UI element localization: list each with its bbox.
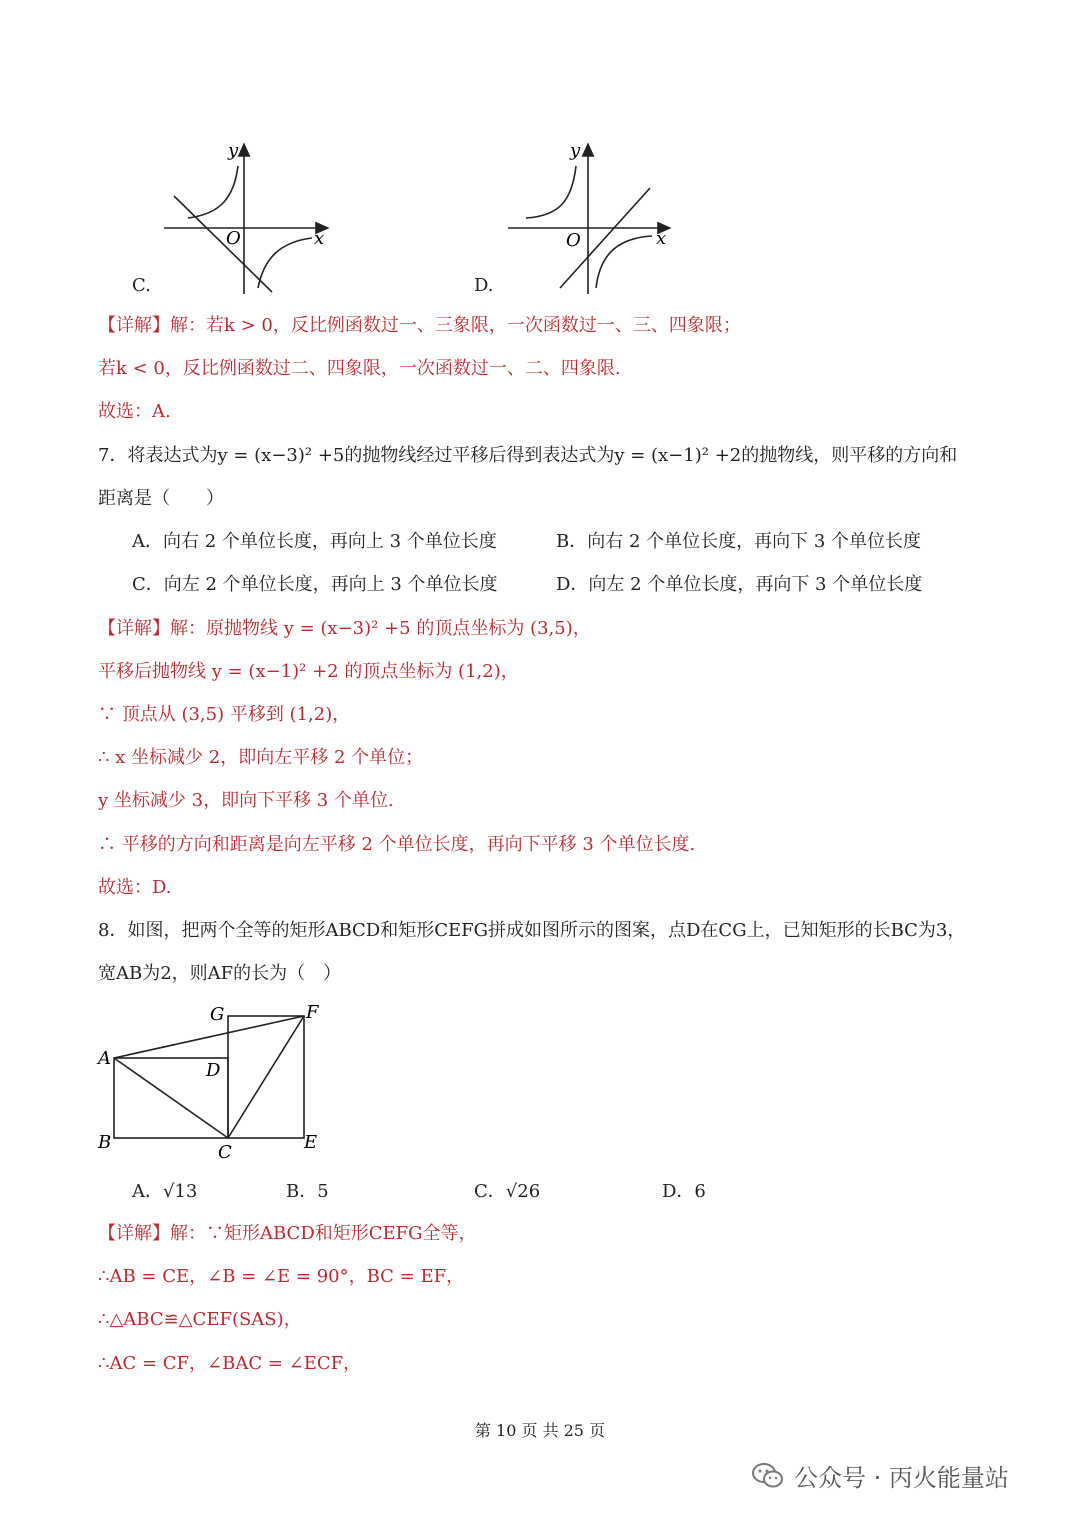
q8-figure-label-a: A <box>98 1048 111 1069</box>
q8-figure-label-b: B <box>98 1132 112 1153</box>
q8-option-c: C．√26 <box>474 1181 541 1202</box>
graph-c-label: C. <box>132 275 151 296</box>
q8-stem-line-1: 8．如图，把两个全等的矩形ABCD和矩形CEFG拼成如图所示的图案，点D在CG上，已知矩形的长BC为3， <box>98 920 966 941</box>
q8-figure-label-e: E <box>304 1132 318 1153</box>
graph-d-label: D. <box>474 275 494 296</box>
q7-stem-line-2: 距离是（ ） <box>98 488 224 509</box>
graph-d-origin-label: O <box>566 230 581 251</box>
q6-solution-line-2: 若k < 0，反比例函数过二、四象限，一次函数过一、二、四象限. <box>98 358 621 379</box>
graph-c-y-label: y <box>228 140 239 161</box>
q8-option-b: B．5 <box>286 1181 329 1202</box>
graph-d-x-label: x <box>656 228 667 249</box>
q8-solution-line-4: ∴AC = CF，∠BAC = ∠ECF， <box>98 1353 362 1374</box>
watermark <box>752 1458 1009 1493</box>
q7-option-b: B．向右 2 个单位长度，再向下 3 个单位长度 <box>556 531 922 552</box>
q8-option-a: A．√13 <box>132 1181 198 1202</box>
q8-figure-label-g: G <box>210 1004 225 1025</box>
q8-solution-line-1: 【详解】解：∵矩形ABCD和矩形CEFG全等， <box>98 1223 477 1244</box>
q6-solution-answer: 故选：A. <box>98 401 171 422</box>
q8-option-d: D．6 <box>662 1181 706 1202</box>
q7-solution-line-3: ∵ 顶点从 (3,5) 平移到 (1,2)， <box>98 704 351 725</box>
q7-solution-line-5: y 坐标减少 3，即向下平移 3 个单位. <box>98 790 394 811</box>
q7-option-a: A．向右 2 个单位长度，再向上 3 个单位长度 <box>132 531 497 552</box>
page-footer: 第 10 页 共 25 页 <box>474 1421 606 1440</box>
graph-c <box>160 138 340 298</box>
graph-c-origin-label: O <box>226 228 241 249</box>
q7-solution-line-1: 【详解】解：原抛物线 y = (x−3)² +5 的顶点坐标为 (3,5)， <box>98 618 591 639</box>
q8-solution-line-2: ∴AB = CE，∠B = ∠E = 90°，BC = EF， <box>98 1266 465 1287</box>
q8-stem-line-2: 宽AB为2，则AF的长为（ ） <box>98 963 342 984</box>
q7-solution-answer: 故选：D. <box>98 877 172 898</box>
q7-stem-line-1: 7．将表达式为y = (x−3)² +5的抛物线经过平移后得到表达式为y = (x−1)² +2的抛物线，则平移的方向和 <box>98 445 958 466</box>
q8-figure-label-f: F <box>306 1002 319 1023</box>
q7-solution-line-6: ∴ 平移的方向和距离是向左平移 2 个单位长度，再向下平移 3 个单位长度. <box>98 834 696 855</box>
graph-d <box>504 138 684 298</box>
q7-solution-line-2: 平移后抛物线 y = (x−1)² +2 的顶点坐标为 (1,2)， <box>98 661 519 682</box>
q8-figure-label-c: C <box>218 1142 232 1163</box>
q7-solution-line-4: ∴ x 坐标减少 2，即向左平移 2 个单位； <box>98 747 424 768</box>
q8-figure-label-d: D <box>206 1060 221 1081</box>
q7-option-c: C．向左 2 个单位长度，再向上 3 个单位长度 <box>132 574 498 595</box>
q8-solution-line-3: ∴△ABC≌△CEF(SAS)， <box>98 1309 302 1330</box>
q7-option-d: D．向左 2 个单位长度，再向下 3 个单位长度 <box>556 574 923 595</box>
q8-figure <box>94 998 334 1168</box>
wechat-icon <box>752 1462 784 1490</box>
graph-d-y-label: y <box>570 140 581 161</box>
watermark-text: 公众号 · 丙火能量站 <box>794 1464 1009 1492</box>
q6-solution-line-1: 【详解】解：若k > 0，反比例函数过一、三象限，一次函数过一、三、四象限； <box>98 315 741 336</box>
graph-c-x-label: x <box>314 228 325 249</box>
